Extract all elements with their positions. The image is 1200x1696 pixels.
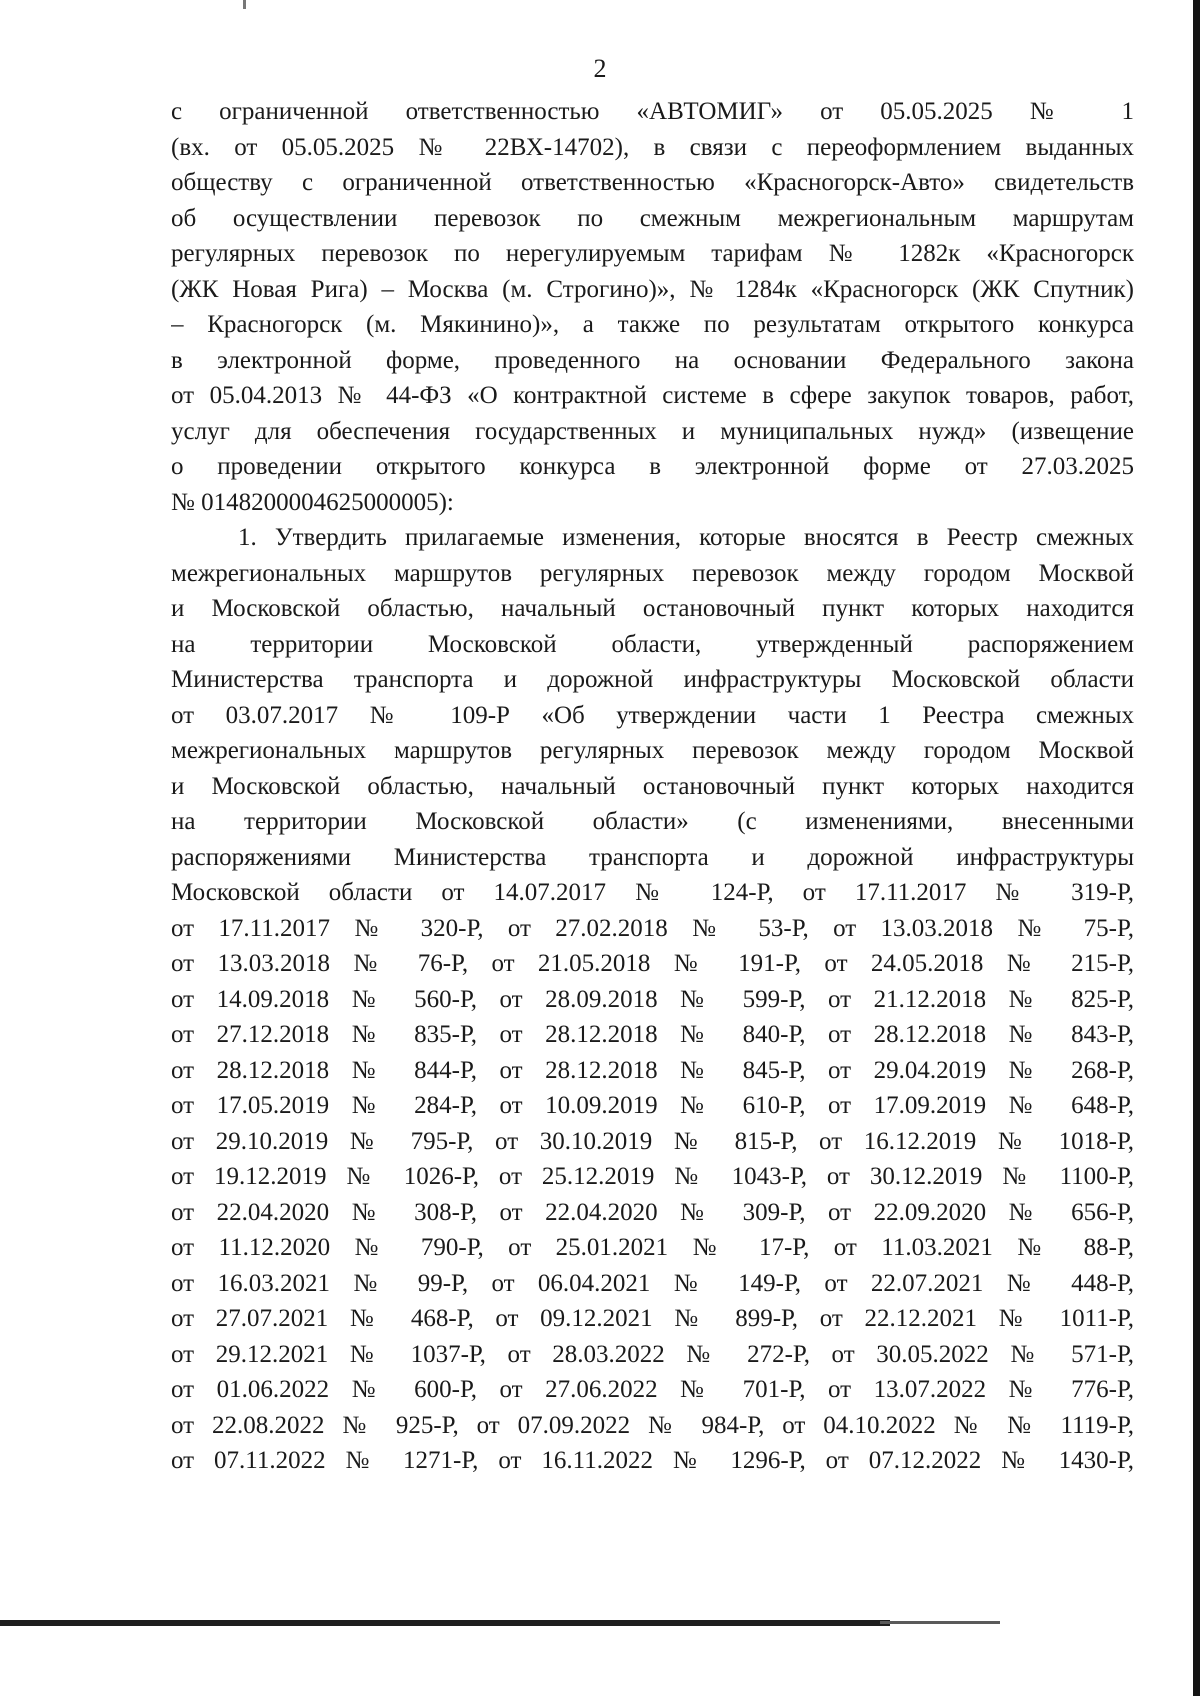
text-line: 1. Утвердить прилагаемые изменения, которые вносятся в Реестр смежных — [238, 524, 1134, 551]
text-line: и Московской областью, начальный остановочный пункт которых находится — [171, 772, 1134, 800]
document-body — [171, 94, 1134, 1479]
text-line: (вх. от 05.05.2025 № 22ВХ-14702), в связи с переоформлением выданных — [171, 133, 1134, 161]
text-line: от 17.11.2017 № 320-Р, от 27.02.2018 № 53-Р, от 13.03.2018 № 75-Р, — [171, 914, 1134, 942]
text-line: об осуществлении перевозок по смежным межрегиональным маршрутам — [171, 204, 1134, 232]
text-line: от 22.08.2022 № 925-Р, от 07.09.2022 № 984-Р, от 04.10.2022 № № 1119-Р, — [171, 1411, 1134, 1439]
text-line: от 27.07.2021 № 468-Р, от 09.12.2021 № 899-Р, от 22.12.2021 № 1011-Р, — [171, 1305, 1134, 1332]
text-line: от 16.03.2021 № 99-Р, от 06.04.2021 № 149-Р, от 22.07.2021 № 448-Р, — [171, 1269, 1134, 1297]
text-line: (ЖК Новая Рига) – Москва (м. Строгино)», № 1284к «Красногорск (ЖК Спутник) — [171, 275, 1134, 303]
text-line: о проведении открытого конкурса в электронной форме от 27.03.2025 — [171, 453, 1134, 480]
text-line: в электронной форме, проведенного на основании Федерального закона — [171, 346, 1134, 374]
text-line: № 0148200004625000005): — [171, 488, 454, 516]
text-line: распоряжениями Министерства транспорта и дорожной инфраструктуры — [171, 843, 1134, 871]
scan-edge-bottom — [0, 1620, 890, 1626]
text-line: от 22.04.2020 № 308-Р, от 22.04.2020 № 309-Р, от 22.09.2020 № 656-Р, — [171, 1198, 1134, 1226]
paragraph-1 — [171, 94, 1134, 520]
paragraph-2 — [171, 520, 1134, 1479]
scan-mark — [243, 0, 246, 9]
text-line: Министерства транспорта и дорожной инфраструктуры Московской области — [171, 666, 1134, 693]
scan-edge-bottom-thin — [880, 1621, 1000, 1624]
text-line: регулярных перевозок по нерегулируемым тарифам № 1282к «Красногорск — [171, 240, 1134, 267]
text-line: от 29.12.2021 № 1037-Р, от 28.03.2022 № 272-Р, от 30.05.2022 № 571-Р, — [171, 1340, 1134, 1368]
text-line: от 14.09.2018 № 560-Р, от 28.09.2018 № 599-Р, от 21.12.2018 № 825-Р, — [171, 985, 1134, 1013]
text-line: от 03.07.2017 № 109-Р «Об утверждении части 1 Реестра смежных — [171, 701, 1134, 729]
page-number: 2 — [593, 54, 607, 83]
text-line: от 11.12.2020 № 790-Р, от 25.01.2021 № 17-Р, от 11.03.2021 № 88-Р, — [171, 1234, 1134, 1261]
text-line: от 05.04.2013 № 44-ФЗ «О контрактной системе в сфере закупок товаров, работ, — [171, 382, 1134, 409]
text-line: услуг для обеспечения государственных и муниципальных нужд» (извещение — [171, 417, 1134, 445]
text-line: на территории Московской области, утвержденный распоряжением — [171, 630, 1134, 658]
text-line: от 13.03.2018 № 76-Р, от 21.05.2018 № 191-Р, от 24.05.2018 № 215-Р, — [171, 950, 1134, 977]
text-line: межрегиональных маршрутов регулярных перевозок между городом Москвой — [171, 737, 1134, 764]
text-line: от 19.12.2019 № 1026-Р, от 25.12.2019 № 1043-Р, от 30.12.2019 № 1100-Р, — [171, 1163, 1134, 1190]
scan-edge-right — [1193, 0, 1200, 1696]
text-line: с ограниченной ответственностью «АВТОМИГ» от 05.05.2025 № 1 — [171, 98, 1134, 125]
text-line: – Красногорск (м. Мякинино)», а также по результатам открытого конкурса — [171, 311, 1134, 338]
text-line: от 29.10.2019 № 795-Р, от 30.10.2019 № 815-Р, от 16.12.2019 № 1018-Р, — [171, 1127, 1134, 1155]
text-line: обществу с ограниченной ответственностью «Красногорск-Авто» свидетельств — [171, 169, 1134, 196]
text-line: межрегиональных маршрутов регулярных перевозок между городом Москвой — [171, 559, 1134, 587]
text-line: и Московской областью, начальный остановочный пункт которых находится — [171, 595, 1134, 622]
text-line: от 01.06.2022 № 600-Р, от 27.06.2022 № 701-Р, от 13.07.2022 № 776-Р, — [171, 1376, 1134, 1403]
text-line: от 27.12.2018 № 835-Р, от 28.12.2018 № 840-Р, от 28.12.2018 № 843-Р, — [171, 1021, 1134, 1048]
text-line: на территории Московской области» (с изменениями, внесенными — [171, 808, 1134, 835]
text-line: от 17.05.2019 № 284-Р, от 10.09.2019 № 610-Р, от 17.09.2019 № 648-Р, — [171, 1092, 1134, 1119]
text-line: Московской области от 14.07.2017 № 124-Р, от 17.11.2017 № 319-Р, — [171, 879, 1134, 906]
text-line: от 28.12.2018 № 844-Р, от 28.12.2018 № 845-Р, от 29.04.2019 № 268-Р, — [171, 1056, 1134, 1084]
text-line: от 07.11.2022 № 1271-Р, от 16.11.2022 № 1296-Р, от 07.12.2022 № 1430-Р, — [171, 1447, 1134, 1474]
